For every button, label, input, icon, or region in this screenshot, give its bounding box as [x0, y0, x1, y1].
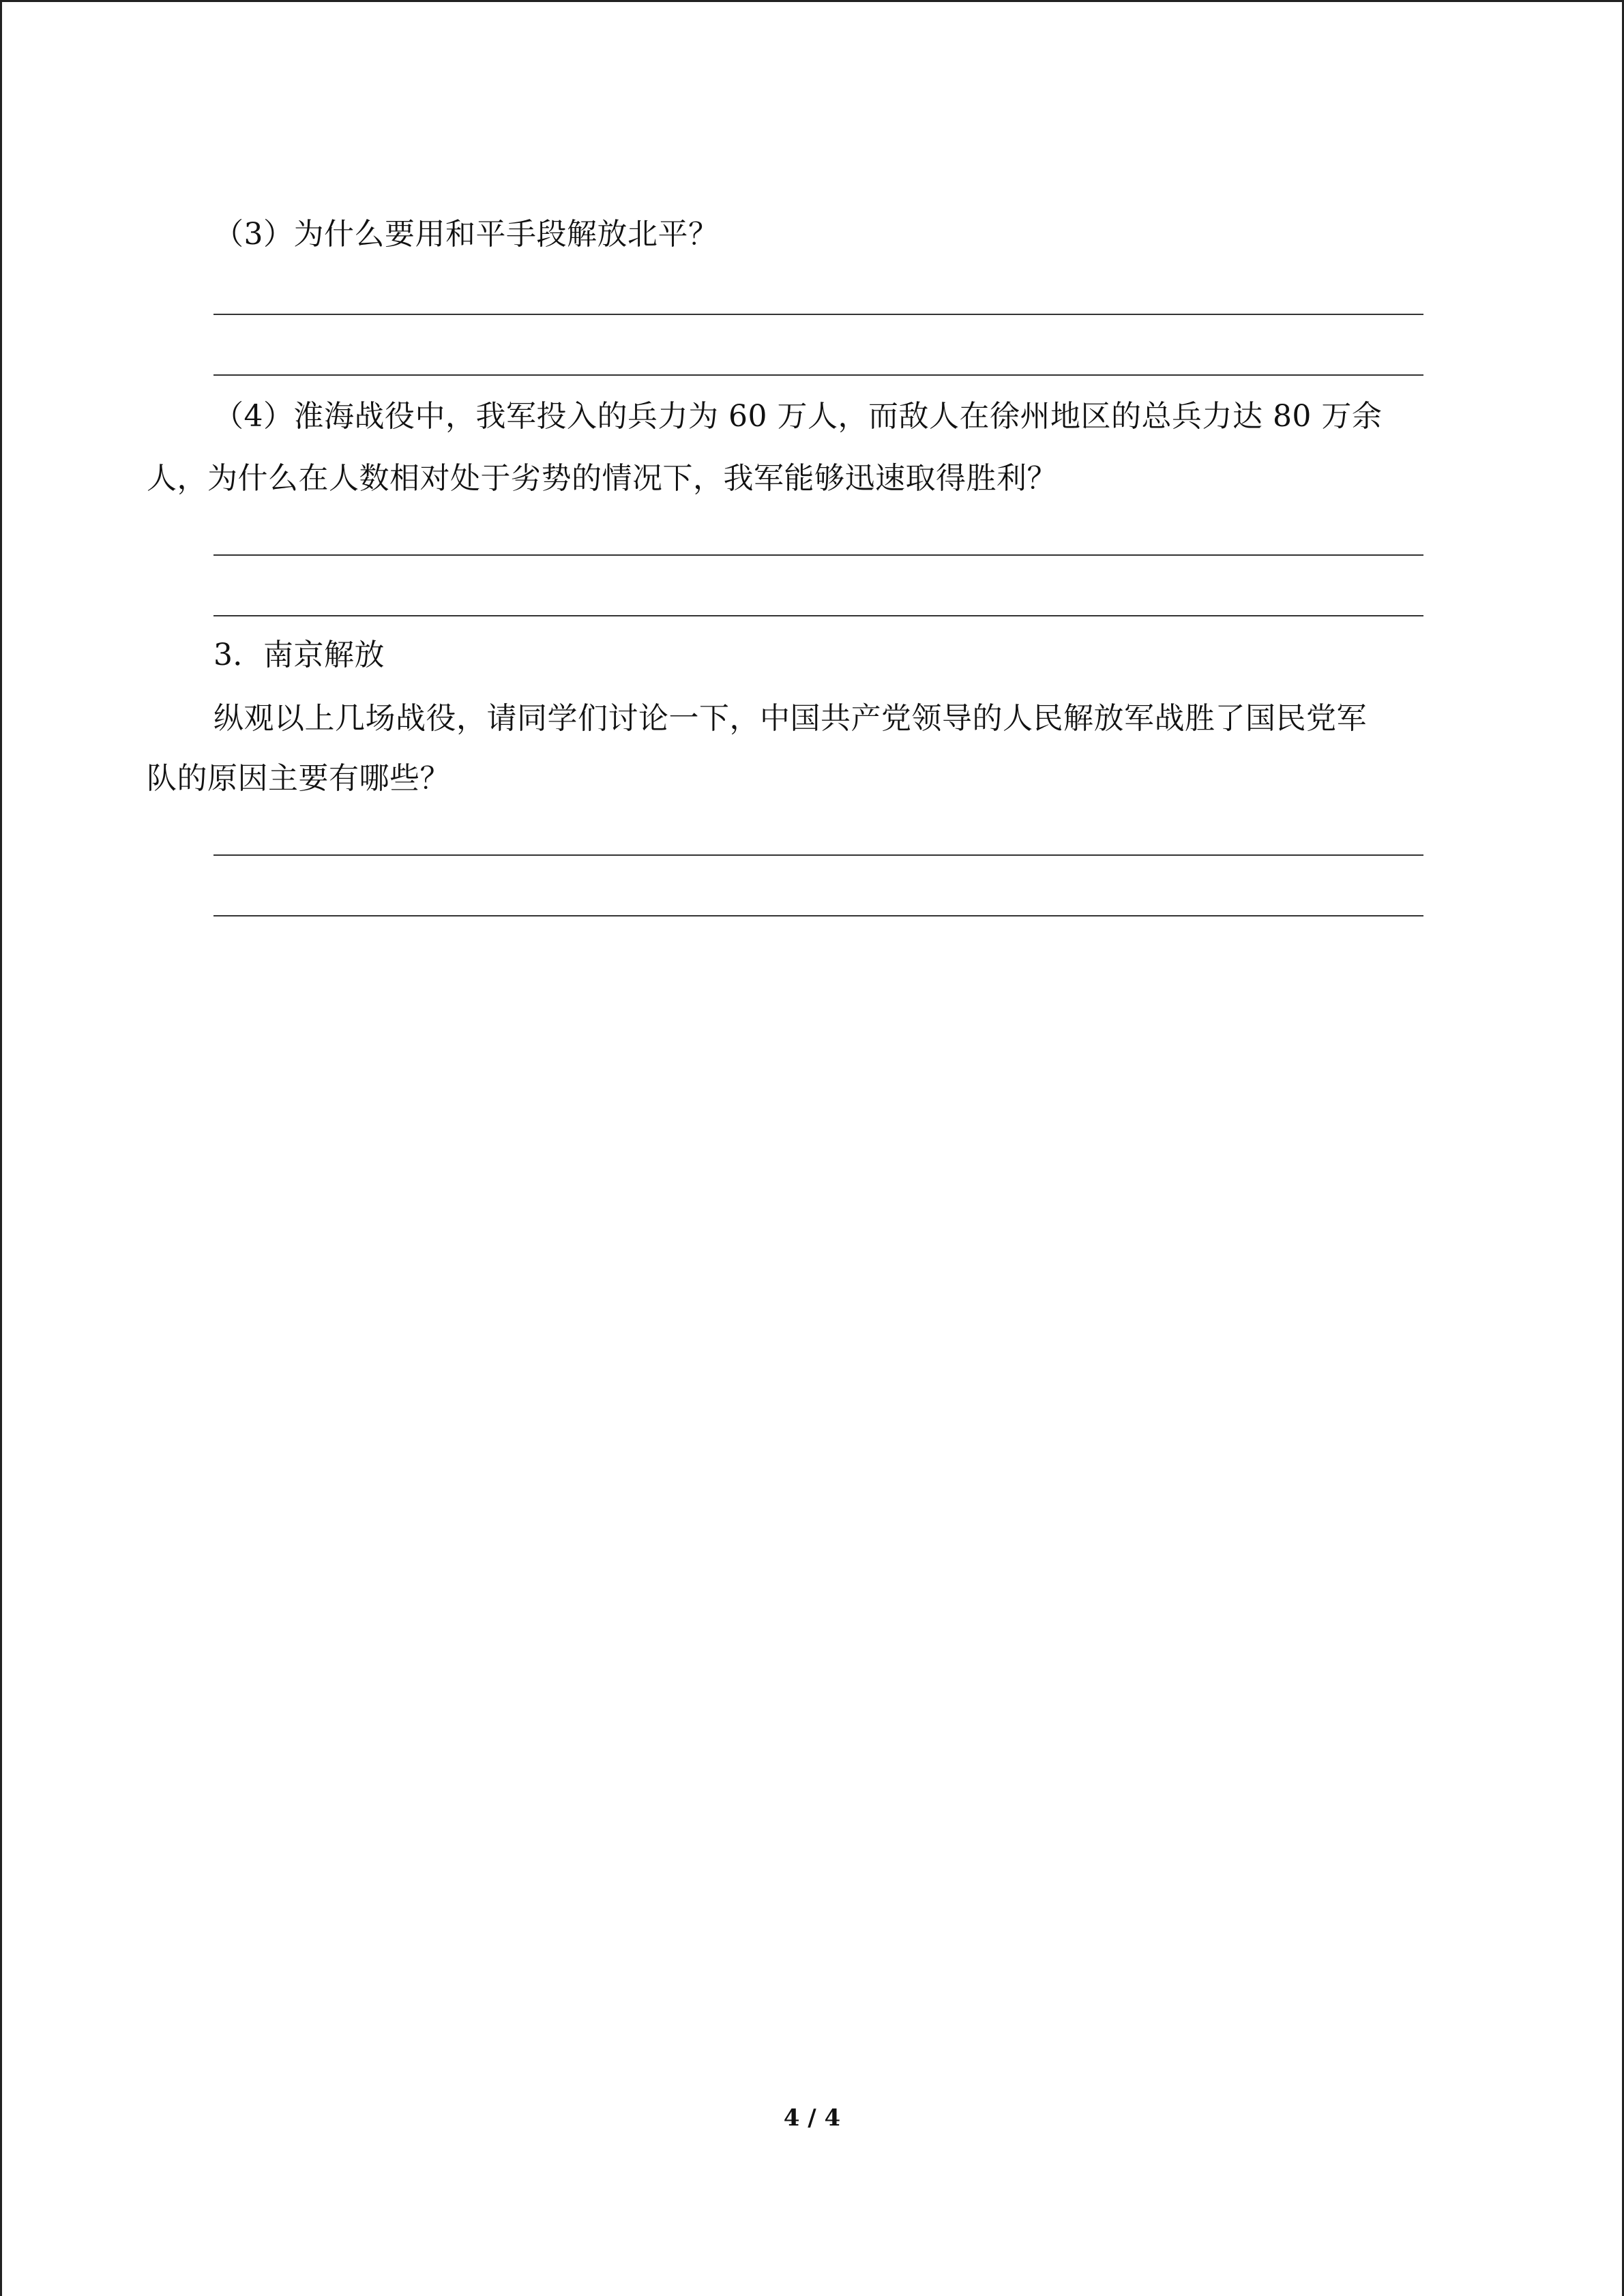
answer-line[interactable] [213, 314, 1423, 315]
answer-line[interactable] [213, 554, 1423, 556]
question-4-line-2: 人，为什么在人数相对处于劣势的情况下，我军能够迅速取得胜利？ [147, 461, 1057, 496]
answer-line[interactable] [213, 615, 1423, 616]
question-3-text: （3）为什么要用和平手段解放北平？ [213, 217, 719, 252]
question-4-line-1: （4）淮海战役中，我军投入的兵力为 60 万人，而敌人在徐州地区的总兵力达 80 万余 [213, 399, 1383, 434]
section-3-line-1: 纵观以上几场战役，请同学们讨论一下，中国共产党领导的人民解放军战胜了国民党军 [213, 701, 1367, 736]
answer-line[interactable] [213, 915, 1423, 916]
section-3-heading: 3．南京解放 [213, 638, 385, 672]
answer-line[interactable] [213, 854, 1423, 856]
page-number: 4 / 4 [783, 2104, 841, 2132]
section-3-line-2: 队的原因主要有哪些？ [147, 761, 450, 796]
answer-line[interactable] [213, 374, 1423, 376]
